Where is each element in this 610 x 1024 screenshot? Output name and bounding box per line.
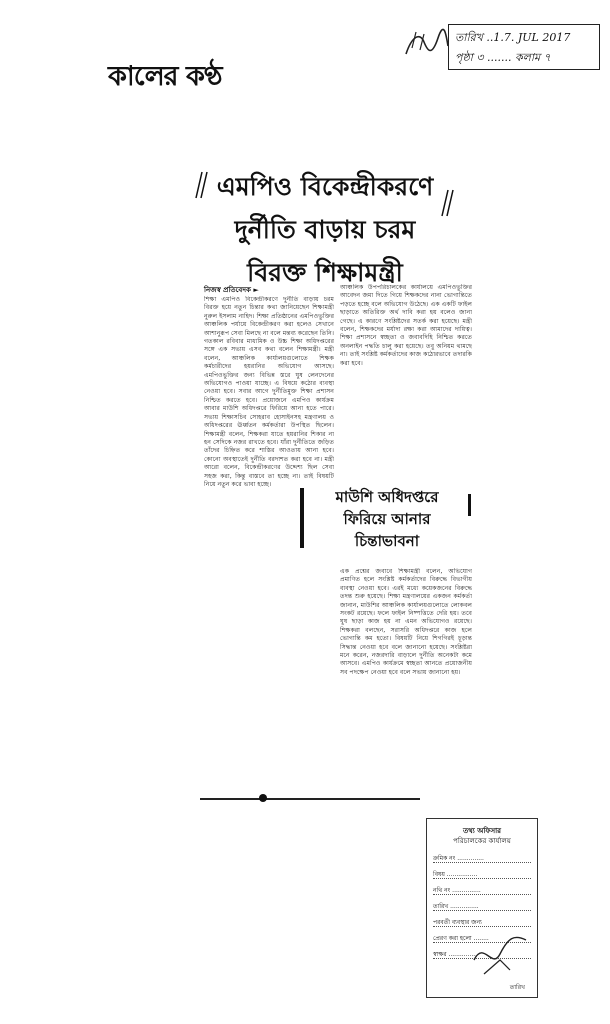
stamp-signature-mark xyxy=(402,26,450,62)
form-line-5: পরবর্তী ব্যবস্থার জন্য xyxy=(433,917,531,927)
article-body-column-1: শিক্ষা এমপিও বিকেন্দ্রীকরণে দুর্নীতি বাড়ায় চরম বিরক্ত হয়ে নতুন চিন্তার কথা জানিয়েছেন শিক্ষামন্ত্রী নুরুল ইসলাম নাহিদ। শিক্ষা প্রতিষ্ঠানের এমপিওভুক্তির আঞ্চলিক পর্যায়ে বিকেন্দ্রীকরণ করা হলেও সেখানে আশানুরূপ সেবা মিলছে না বলে মন্তব্য করেছেন তিনি। গতকাল রবিবার মাধ্যমিক ও উচ্চ শিক্ষা অধিদপ্তরের সঙ্গে এক সভায় এসব কথা বলেন শিক্ষামন্ত্রী। মন্ত্রী বলেন, আঞ্চলিক কার্যালয়গুলোতে শিক্ষক কর্মচারীদের হয়রানির অভিযোগ আসছে। এমপিওভুক্তির জন্য বিভিন্ন স্তরে ঘুষ লেনদেনের অভিযোগও পাওয়া যাচ্ছে। এ বিষয়ে কঠোর ব্যবস্থা নেওয়া হবে। সবার আগে দুর্নীতিমুক্ত শিক্ষা প্রশাসন নিশ্চিত করতে হবে। প্রয়োজনে এমপিও কার্যক্রম আবার মাউশি অধিদপ্তরে ফিরিয়ে আনা হতে পারে। সভায় শিক্ষাসচিব সোহরাব হোসাইনসহ মন্ত্রণালয় ও অধিদপ্তরের ঊর্ধ্বতন কর্মকর্তারা উপস্থিত ছিলেন। শিক্ষামন্ত্রী বলেন, শিক্ষকরা যাতে হয়রানির শিকার না হন সেদিকে নজর রাখতে হবে। যাঁরা দুর্নীতিতে জড়িত তাঁদের চিহ্নিত করে শাস্তির আওতায় আনা হবে। কোনো অবস্থাতেই দুর্নীতি বরদাশত করা হবে না। মন্ত্রী আরো বলেন, বিকেন্দ্রীকরণের উদ্দেশ্য ছিল সেবা সহজ করা, কিন্তু বাস্তবে তা হচ্ছে না। তাই বিষয়টি নিয়ে নতুন করে ভাবা হচ্ছে। xyxy=(204,296,334,488)
stamp-date-row: তারিখ ..1.7. JUL 2017 xyxy=(455,31,571,44)
article-byline: নিজস্ব প্রতিবেদক ► xyxy=(204,286,259,294)
form-title-2: পরিচালকের কার্যালয় xyxy=(453,837,511,845)
pullquote-bar xyxy=(300,488,304,548)
form-footer: তারিখ xyxy=(509,984,525,991)
form-line-3: নথি নং ............... xyxy=(433,885,531,895)
article-end-rule xyxy=(200,798,420,800)
pullquote-line-3: চিন্তাভাবনা xyxy=(354,532,420,550)
headline-line-2: দুর্নীতি বাড়ায় চরম xyxy=(234,215,416,244)
pullquote-line-2: ফিরিয়ে আনার xyxy=(343,510,431,528)
pullquote-line-1: মাউশি অধিদপ্তরে xyxy=(335,488,439,506)
form-line-1: ক্রমিক নং .............. xyxy=(433,853,531,863)
headline-line-3: বিরক্ত শিক্ষামন্ত্রী xyxy=(247,258,403,287)
article-body-column-2-bottom: এক প্রশ্নের জবাবে শিক্ষামন্ত্রী বলেন, অভিযোগ প্রমাণিত হলে সংশ্লিষ্ট কর্মকর্তাদের বিরুদ্ধে বিভাগীয় ব্যবস্থা নেওয়া হবে। এরই মধ্যে কয়েকজনের বিরুদ্ধে তদন্ত শুরু হয়েছে। শিক্ষা মন্ত্রণালয়ের একজন কর্মকর্তা জানান, মাউশির আঞ্চলিক কার্যালয়গুলোতে লোকবল সংকট রয়েছে। ফলে ফাইল নিষ্পত্তিতে দেরি হয়। তবে ঘুষ ছাড়া কাজ হয় না এমন অভিযোগও রয়েছে। শিক্ষকরা বলছেন, সরাসরি অধিদপ্তরে কাজ হলে ভোগান্তি কম হতো। বিষয়টি নিয়ে শিগগিরই চূড়ান্ত সিদ্ধান্ত নেওয়া হবে বলে জানানো হয়েছে। সংশ্লিষ্টরা মনে করেন, নজরদারি বাড়ালে দুর্নীতি অনেকটা কমে আসবে। এমপিও কার্যক্রমে স্বচ্ছতা আনতে প্রয়োজনীয় সব পদক্ষেপ নেওয়া হবে বলে সভায় জানানো হয়। xyxy=(340,568,472,676)
signature-mark xyxy=(470,930,530,980)
form-title-1: তথ্য অফিসার xyxy=(463,827,501,835)
stamp-page-column-row: পৃষ্ঠা ৩ ....... কলাম ৭ xyxy=(455,51,551,64)
article-headline xyxy=(190,165,460,294)
date-stamp xyxy=(448,24,600,70)
headline-quote-mark-left xyxy=(192,170,208,200)
form-line-2: বিষয় ................ xyxy=(433,869,531,879)
article-body-column-2-top: আঞ্চলিক উপপরিচালকের কার্যালয়ে এমপিওভুক্তির আবেদন জমা দিতে গিয়ে শিক্ষকদের নানা ভোগান্তিতে পড়তে হচ্ছে বলে অভিযোগ উঠেছে। এক একটি ফাইল ছাড়াতে অতিরিক্ত অর্থ দাবি করা হয় বলেও জানা গেছে। এ কারণে সংশ্লিষ্টদের সতর্ক করা হয়েছে। মন্ত্রী বলেন, শিক্ষকদের মর্যাদা রক্ষা করা আমাদের দায়িত্ব। শিক্ষা প্রশাসনে স্বচ্ছতা ও জবাবদিহি নিশ্চিত করতে অনলাইন পদ্ধতি চালু করা হয়েছে। তবু অনিয়ম থামছে না। তাই সংশ্লিষ্ট কর্মকর্তাদের কাজ কঠোরভাবে তদারকি করা হবে। xyxy=(340,284,472,367)
pullquote-bar-right xyxy=(468,494,471,516)
article-pullquote xyxy=(312,486,462,552)
headline-line-1: এমপিও বিকেন্দ্রীকরণে xyxy=(216,172,434,201)
form-line-6: প্রেরণ করা হলো ........ xyxy=(433,933,531,943)
form-line-4: তারিখ ............... xyxy=(433,901,531,911)
form-line-7: স্বাক্ষর ............... xyxy=(433,949,531,959)
newspaper-masthead: কালের কণ্ঠ xyxy=(108,61,222,92)
end-mark-icon xyxy=(256,792,270,804)
headline-quote-mark-right xyxy=(440,188,456,218)
